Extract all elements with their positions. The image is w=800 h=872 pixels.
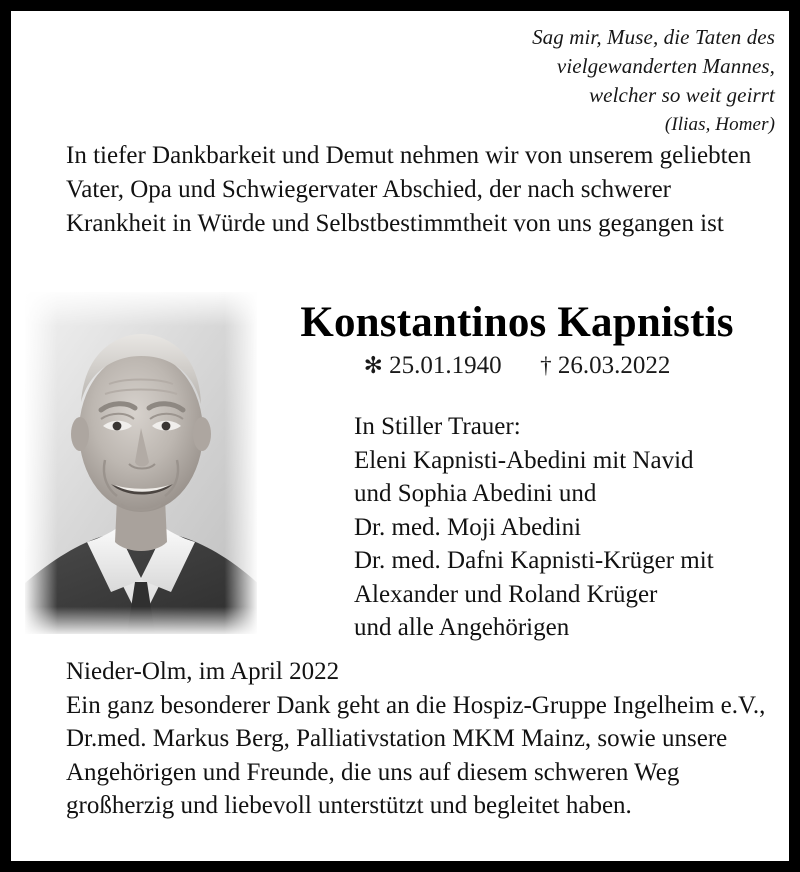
thanks-paragraph: Ein ganz besonderer Dank geht an die Hospiz-Gruppe Ingelheim e.V., Dr.med. Markus Berg, Palliativstation MKM Mainz, sowie unsere Angehörigen und Freunde, die uns auf diesem schweren Weg großherzig und liebevoll unterstützt und begleitet haben. [66, 691, 766, 819]
notice-page [11, 11, 789, 861]
mourner-line: Alexander und Roland Krüger [354, 580, 658, 608]
epigraph-source: (Ilias, Homer) [664, 114, 775, 135]
mourners-heading: In Stiller Trauer: [354, 413, 521, 440]
portrait-photo [25, 292, 257, 634]
place-and-date: Nieder-Olm, im April 2022 [66, 658, 340, 685]
mourner-line: Dr. med. Moji Abedini [354, 513, 582, 541]
name-block [257, 298, 777, 382]
mourners-block [354, 410, 774, 645]
birth-date: 25.01.1940 [389, 352, 502, 379]
epigraph-line-1: Sag mir, Muse, die Taten des [532, 25, 775, 49]
closing-block [66, 655, 776, 823]
epigraph-line-2: vielgewanderten Mannes, [556, 54, 775, 78]
mourning-frame-top [0, 0, 800, 11]
epigraph [355, 23, 775, 139]
mourning-frame-left [0, 0, 11, 872]
mourner-line: und Sophia Abedini und [354, 480, 597, 507]
mourner-line: Dr. med. Dafni Kapnisti-Krüger mit [354, 547, 714, 574]
death-date: 26.03.2022 [557, 352, 671, 379]
life-dates [257, 350, 777, 382]
birth-star-icon: ✻ [363, 353, 383, 378]
portrait-photo-image [25, 292, 257, 634]
deceased-name: Konstantinos Kapnistis [300, 299, 734, 346]
epigraph-line-3: welcher so weit geirrt [589, 83, 775, 107]
mourning-frame-bottom [0, 861, 800, 872]
mourner-line: Eleni Kapnisti-Abedini mit Navid [354, 446, 694, 474]
mourning-frame-right [789, 0, 800, 872]
intro-paragraph: In tiefer Dankbarkeit und Demut nehmen wir von unserem geliebten Vater, Opa und Schwiegervater Abschied, der nach schwerer Krankheit in Würde und Selbstbestimmtheit von uns gegangen ist [66, 142, 752, 237]
mourner-line: und alle Angehörigen [354, 614, 570, 641]
death-cross-icon: † [540, 353, 552, 378]
